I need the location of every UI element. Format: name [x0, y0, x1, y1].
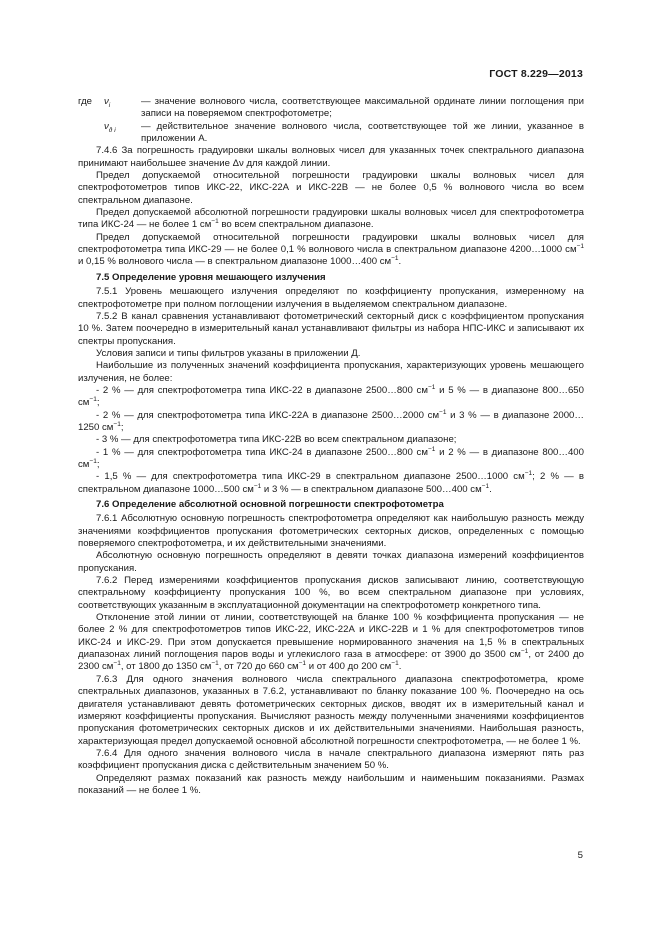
list-item: - 3 % — для спектрофотометра типа ИКС-22В во всем спектральном диапазоне;	[96, 434, 457, 446]
page-number: 5	[577, 850, 583, 861]
definition-symbol: ν	[104, 120, 109, 132]
paragraph-deviation: Отклонение этой линии от линии, соответствующей на бланке 100 % коэффициента пропускания — не более 2 % для спектрофотометров типов ИКС-22, ИКС-22А и ИКС-22В и 1 % для спектрофотометров типов ИКС-24 и ИКС-29. При этом допускается превышение нормированного значения на 1,5 % в спектральных диапазонах линий поглощения паров воды и углекислого газа в атмосфере: от 3900 до 3500 $см^{-1}$, от 2400 до 2300 $см^{-1}$, от 1800 до 1350 $см^{-1}$, от 720 до 660 $см^{-1}$ и от 400 до 200 $см^{-1}$.	[78, 612, 584, 673]
definition-text: — действительное значение волнового числа, соответствующее той же линии, указанное в приложении А.	[141, 120, 584, 145]
document-code: ГОСТ 8.229—2013	[489, 68, 583, 80]
section-heading-7-6: 7.6 Определение абсолютной основной погрешности спектрофотометра	[96, 499, 444, 510]
document-body	[78, 96, 584, 797]
list-item: - 2 % — для спектрофотометра типа ИКС-22 в диапазоне 2500…800 $см^{-1}$ и 5 % — в диапазоне 800…650 $см^{-1}$;	[78, 383, 584, 409]
definition-item	[78, 121, 584, 146]
section-heading-7-5: 7.5 Определение уровня мешающего излучения	[96, 271, 326, 283]
definition-symbol-sub: i	[108, 101, 111, 109]
paragraph-conditions: Условия записи и типы фильтров указаны в приложении Д.	[96, 347, 361, 359]
list-item: - 1 % — для спектрофотометра типа ИКС-24 в диапазоне 2500…800 $см^{-1}$ и 2 % — в диапазоне 800…400 $см^{-1}$;	[78, 445, 584, 470]
paragraph-7-6-1: 7.6.1 Абсолютную основную погрешность спектрофотометра определяют как наибольшую разность между значениями коэффициентов пропускания фотометрических секторных дисков, определенных с помощью поверяемого спектрофотометра, и их действительными значениями.	[78, 513, 584, 550]
paragraph-abs-error-iks24: Предел допускаемой абсолютной погрешности градуировки шкалы волновых чисел для спектрофотометра типа ИКС-24 — не более 1 $см^{-1}$ во всем спектральном диапазоне.	[78, 207, 584, 231]
paragraph-7-5-1: 7.5.1 Уровень мешающего излучения определяют по коэффициенту пропускания, измеренному на спектрофотометре при полном поглощении излучения в выделяемом спектральном диапазоне.	[78, 286, 584, 310]
paragraph-7-6-4: 7.6.4 Для одного значения волнового числа в начале спектрального диапазона измеряют пять раз коэффициент пропускания диска с действительным значением 50 %.	[78, 747, 584, 772]
paragraph-range: Определяют размах показаний как разность между наибольшим и наименьшим показаниями. Размах показаний — не более 1 %.	[78, 772, 584, 796]
paragraph-max-values: Наибольшие из полученных значений коэффициента пропускания, характеризующих уровень мешающего излучения, не более:	[78, 360, 584, 384]
list-item: - 2 % — для спектрофотометра типа ИКС-22А в диапазоне 2500…2000 $см^{-1}$ и 3 % — в диапазоне 2000…1250 $см^{-1}$;	[78, 408, 584, 433]
paragraph-7-6-3: 7.6.3 Для одного значения волнового числа спектрального диапазона спектрофотометра, кроме спектральных диапазонов, указанных в 7.6.2, устанавливают по бланку показание 100 %. Поочередно на ось двигателя устанавливают девять фотометрических секторных дисков, вводят их в измерительный канал и измеряют коэффициенты пропускания. Вычисляют разность между полученными значениями коэффициентов пропускания фотометрических секторных дисков и их действительными значениями. Наибольшая разность, характеризующая предел допускаемой основной абсолютной погрешности спектрофотометра, — не более 1 %.	[78, 673, 584, 747]
paragraph-rel-error-iks29: Предел допускаемой относительной погрешности градуировки шкалы волновых чисел для спектрофотометра типа ИКС-29 — не более 0,1 % волнового числа в спектральном диапазоне 4200…1000 $см^{-1}$ и 0,15 % волнового числа — в спектральном диапазоне 1000…400 $см^{-1}$.	[78, 231, 584, 268]
paragraph-rel-error-iks22: Предел допускаемой относительной погрешности градуировки шкалы волновых чисел для спектрофотометров типов ИКС-22, ИКС-22А и ИКС-22В — не более 0,5 % волнового числа во всем спектральном диапазоне.	[78, 170, 584, 206]
definition-lead: где	[78, 96, 93, 107]
paragraph-7-4-6: 7.4.6 За погрешность градуировки шкалы волновых чисел для указанных точек спектрального диапазона принимают наибольшее значение Δν для каждой линии.	[78, 145, 584, 169]
paragraph-nine-points: Абсолютную основную погрешность определяют в девяти точках диапазона измерений коэффициентов пропускания.	[78, 550, 584, 574]
definition-text: — значение волнового числа, соответствующее максимальной ординате линии поглощения при записи на поверяемом спектрофотометре;	[141, 96, 584, 120]
definition-symbol-sub: д i	[108, 126, 116, 134]
definition-item	[78, 96, 584, 121]
paragraph-7-5-2: 7.5.2 В канал сравнения устанавливают фотометрический секторный диск с коэффициентом пропускания 10 %. Затем поочередно в измерительный канал устанавливают фильтры из набора НПС-ИКС и записывают их спектры пропускания.	[78, 310, 584, 347]
definition-symbol: ν	[104, 96, 109, 107]
paragraph-7-6-2: 7.6.2 Перед измерениями коэффициентов пропускания дисков записывают линию, соответствующую спектральному коэффициенту пропускания 100 %, во всем спектральном диапазоне при условиях, соответствующих указанным в эксплуатационной документации на спектрофотометр конкретного типа.	[78, 575, 584, 611]
list-item: - 1,5 % — для спектрофотометра типа ИКС-29 в спектральном диапазоне 2500…1000 $см^{-1}$; 2 % — в спектральном диапазоне 1000…500 $см^{-1}$ и 3 % — в спектральном диапазоне 500…400 $см^{-1}$.	[78, 470, 584, 495]
